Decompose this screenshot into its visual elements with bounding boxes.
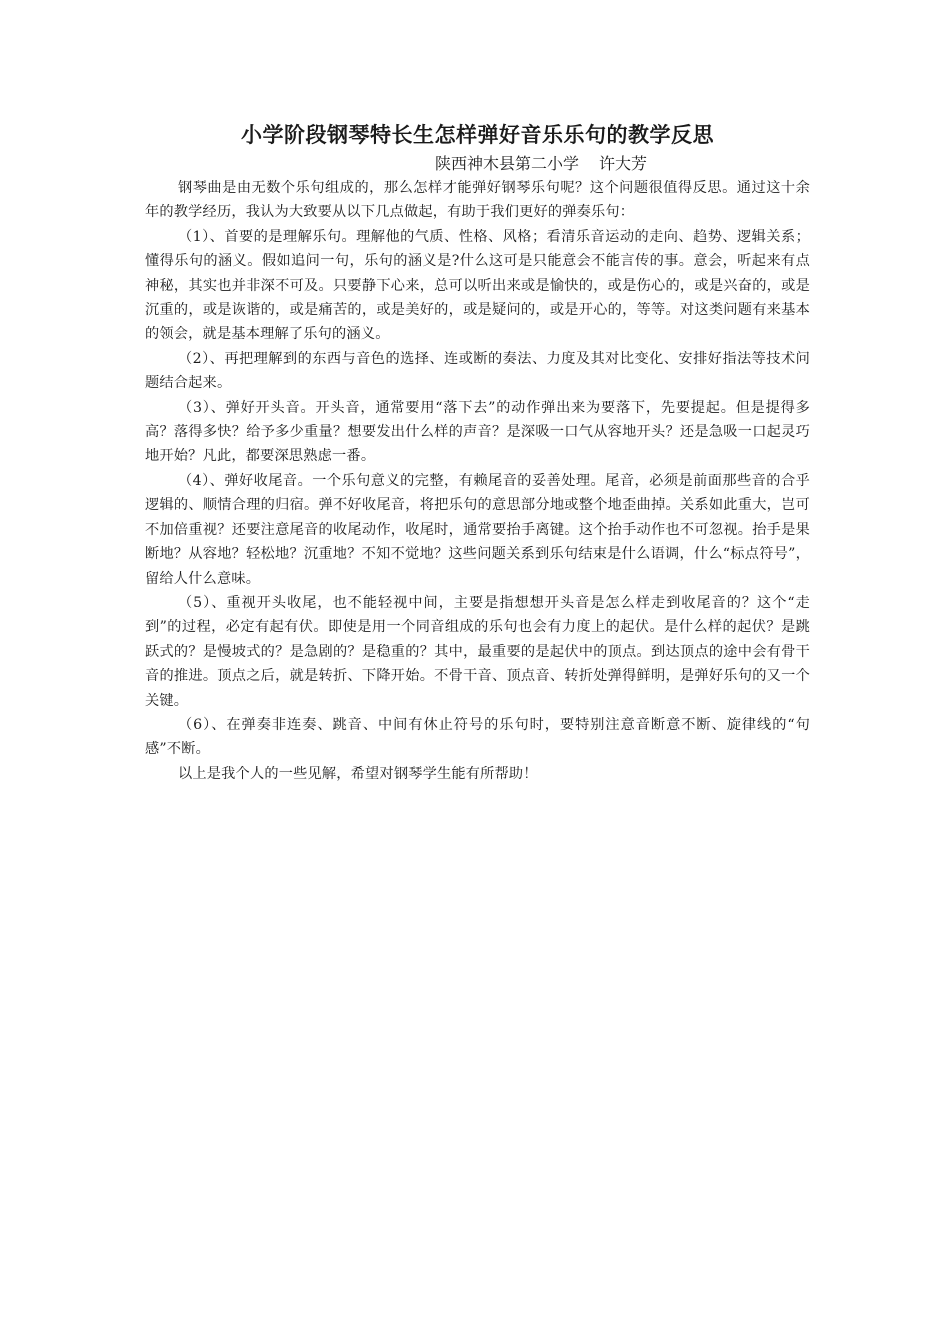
paragraph-intro: 钢琴曲是由无数个乐句组成的，那么怎样才能弹好钢琴乐句呢？这个问题很值得反思。通过这十余年的教学经历，我认为大致要从以下几点做起，有助于我们更好的弹奏乐句： xyxy=(145,180,810,221)
byline xyxy=(145,152,810,176)
school-name: 陕西神木县第二小学 xyxy=(435,154,580,173)
document-body xyxy=(145,176,810,786)
paragraph-point-3: （3）、弹好开头音。开头音，通常要用“落下去”的动作弹出来为要落下，先要提起。但是提得多高？落得多快？给予多少重量？想要发出什么样的声音？是深吸一口气从容地开头？还是急吸一口起灵巧地开始？凡此，都要深思熟虑一番。 xyxy=(145,399,810,465)
paragraph-point-5: （5）、重视开头收尾，也不能轻视中间，主要是指想想开头音是怎么样走到收尾音的？这个“走到”的过程，必定有起有伏。即使是用一个同音组成的乐句也会有力度上的起伏。是什么样的起伏？是跳跃式的？是慢坡式的？是急剧的？是稳重的？其中，最重要的是起伏中的顶点。到达顶点的途中会有骨干音的推进。顶点之后，就是转折、下降开始。不骨干音、顶点音、转折处弹得鲜明，是弹好乐句的又一个关键。 xyxy=(145,594,810,709)
document-title: 小学阶段钢琴特长生怎样弹好音乐乐句的教学反思 xyxy=(241,122,714,147)
paragraph-conclusion: 以上是我个人的一些见解，希望对钢琴学生能有所帮助！ xyxy=(178,765,538,782)
paragraph-point-1: （1）、首要的是理解乐句。理解他的气质、性格、风格；看清乐音运动的走向、趋势、逻辑关系；懂得乐句的涵义。假如追问一句，乐句的涵义是?什么这可是只能意会不能言传的事。意会，听起来有点神秘，其实也并非深不可及。只要静下心来，总可以听出来或是愉快的，或是伤心的，或是兴奋的，或是沉重的，或是诙谐的，或是痛苦的，或是美好的，或是疑问的，或是开心的，等等。对这类问题有来基本的领会，就是基本理解了乐句的涵义。 xyxy=(145,228,810,343)
paragraph-point-6: （6）、在弹奏非连奏、跳音、中间有休止符号的乐句时，要特别注意音断意不断、旋律线的“句感”不断。 xyxy=(145,716,810,758)
document-page xyxy=(145,118,810,786)
paragraph-point-4: （4）、弹好收尾音。一个乐句意义的完整，有赖尾音的妥善处理。尾音，必须是前面那些音的合乎逻辑的、顺情合理的归宿。弹不好收尾音，将把乐句的意思部分地或整个地歪曲掉。关系如此重大，岂可不加倍重视？还要注意尾音的收尾动作，收尾时，通常要抬手离键。这个抬手动作也不可忽视。抬手是果断地？从容地？轻松地？沉重地？不知不觉地？这些问题关系到乐句结束是什么语调，什么“标点符号”，留给人什么意味。 xyxy=(145,472,810,587)
author-name: 许大芳 xyxy=(599,154,648,173)
paragraph-point-2: （2）、再把理解到的东西与音色的选择、连或断的奏法、力度及其对比变化、安排好指法等技术问题结合起来。 xyxy=(145,350,810,392)
